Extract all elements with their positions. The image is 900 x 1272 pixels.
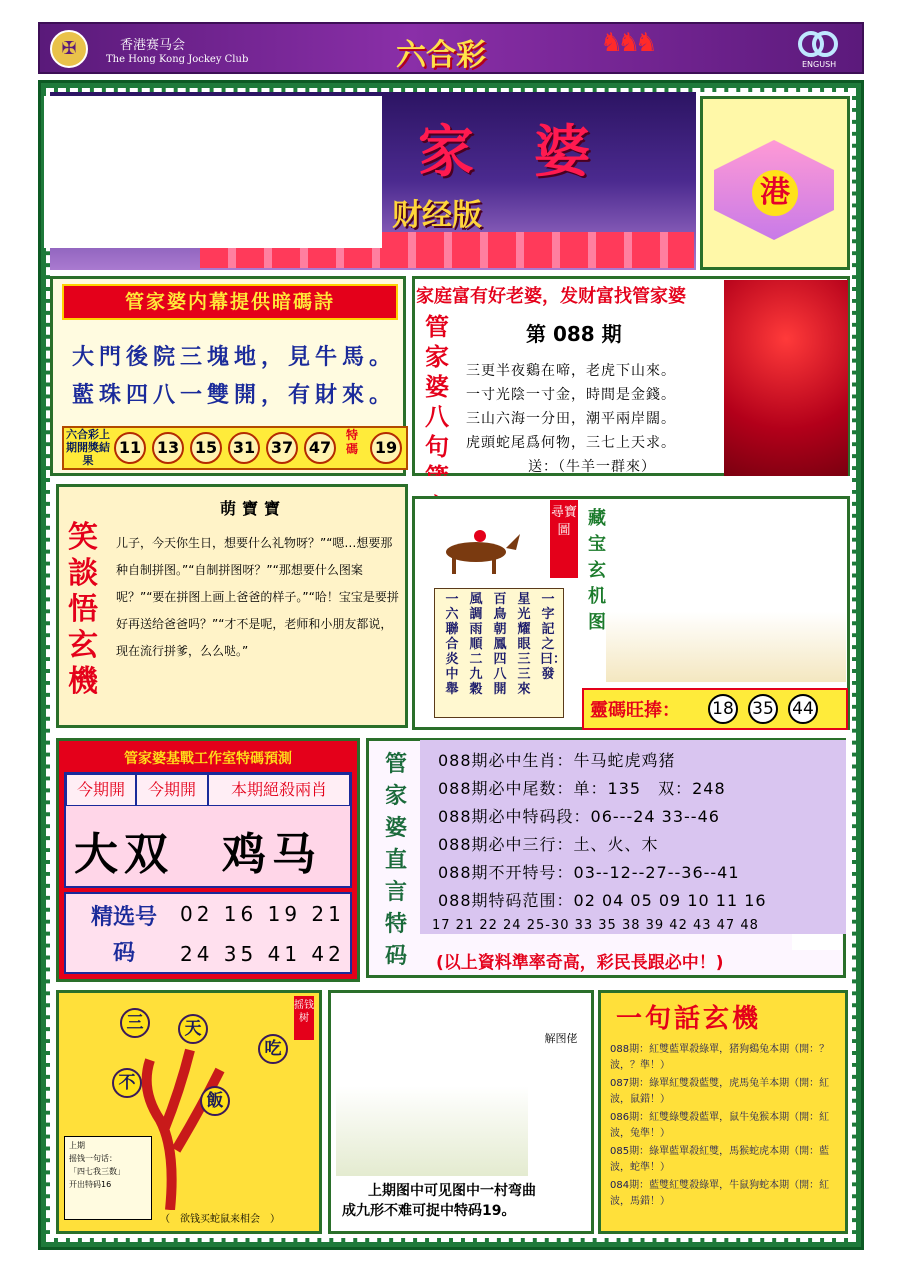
joke-text: 儿子，今天你生日，想要什么礼物呀？”“嗯…想要那种自制拼图。”“自制拼图呀？”“那想要什么图案呢？”“要在拼图上画上爸爸的样子。”“哈！宝宝是要拼好再送给爸爸吗？”“才不是呢，老师和小朋友都说，现在流行拼爹，么么哒。”	[116, 536, 399, 658]
tree-note	[64, 1136, 152, 1220]
banner-subtitle: 财经版	[392, 198, 482, 233]
verse-line: 三更半夜鷄在啼，老虎下山來。	[466, 363, 676, 379]
lingma-ball: 44	[788, 694, 818, 724]
joke-side: 笑談悟玄機	[68, 520, 98, 699]
gang-char: 港	[752, 170, 798, 216]
col-header: 今期開	[66, 774, 136, 806]
org-name-cn: 香港赛马会	[120, 38, 186, 53]
result-ball: 13	[152, 432, 184, 464]
tree-ball: 不	[112, 1068, 142, 1098]
horses-icon: ♞♞♞	[600, 28, 652, 58]
lingma-label: 靈碼旺捧：	[590, 700, 680, 721]
tema-label: 特碼	[346, 428, 359, 456]
riddle-item: 085期：綠單藍單殺紅雙，馬猴蛇虎本期（開：藍波，蛇準！）	[610, 1146, 830, 1173]
treasure-scene	[606, 506, 846, 682]
poem-line: 藍珠四八一雙開，有財來。	[72, 382, 397, 408]
tema-ball: 19	[370, 432, 402, 464]
tree-ball: 飯	[200, 1086, 230, 1116]
scroll-column: 一六聯合炎中舉	[445, 592, 459, 697]
riddle-item: 086期：紅雙綠雙殺藍單，鼠牛兔猴本期（開：紅波，兔準！）	[610, 1112, 830, 1139]
result-ball: 31	[228, 432, 260, 464]
riddle-heading: 一句話玄機	[616, 1004, 762, 1034]
scroll-column: 風調雨順二九穀	[469, 592, 483, 697]
result-ball: 37	[266, 432, 298, 464]
jietu-caption: 成九形不难可捉中特码19。	[342, 1203, 516, 1219]
result-ball: 11	[114, 432, 146, 464]
col-header: 今期開	[136, 774, 208, 806]
result-ball: 15	[190, 432, 222, 464]
header-bar	[38, 22, 864, 74]
prediction-bigsmall: 大双	[74, 829, 174, 880]
result-label: 六合彩上期開獎結果	[66, 428, 110, 467]
studio-heading: 管家婆基戰工作室特碼預測	[124, 751, 292, 767]
issue-number: 第 088 期	[526, 322, 622, 346]
note-line: 「四七我三数」	[69, 1167, 125, 1176]
lingma-ball: 35	[748, 694, 778, 724]
lingma-ball: 18	[708, 694, 738, 724]
direct-row: 088期特码范围：02 04 05 09 10 11 16	[438, 891, 767, 910]
poem-line: 大門後院三塊地，見牛馬。	[72, 344, 397, 370]
tree-ball: 吃	[258, 1034, 288, 1064]
direct-footer: (以上資料準率奇高，彩民長跟必中！)	[436, 953, 724, 973]
org-name-en: The Hong Kong Jockey Club	[106, 54, 249, 65]
selected-row: 24 35 41 42	[180, 942, 345, 966]
bride-image	[724, 280, 848, 476]
xunbao-tag: 尋寶圖	[550, 500, 578, 578]
joke-title: 萌寶寶	[220, 499, 287, 518]
direct-row: 088期必中三行：土、火、木	[438, 835, 659, 854]
tree-ball: 天	[178, 1014, 208, 1044]
direct-row-small: 17 21 22 24 25-30 33 35 38 39 42 43 47 48	[432, 918, 759, 933]
tree-label: 摇钱树	[294, 996, 314, 1040]
note-line: 摇钱一句话：	[69, 1154, 117, 1163]
note-line: 上期	[69, 1141, 85, 1150]
col-header: 本期絕殺兩肖	[208, 774, 350, 806]
scroll-column: 一字記之曰：發	[540, 592, 567, 682]
verse-line: 送：（牛羊一群來）	[528, 459, 656, 475]
verse-line: 虎頭蛇尾爲何物，三七上天求。	[466, 435, 676, 451]
village-scene	[336, 996, 528, 1176]
scroll-column: 星光耀眼三三來	[517, 592, 531, 697]
direct-row: 088期必中特码段：06---24 33--46	[438, 807, 720, 826]
selected-row: 02 16 19 21	[180, 902, 345, 926]
hkjc-logo-icon[interactable]: ✠	[50, 30, 88, 68]
selected-label: 精选号码	[90, 905, 157, 966]
direct-row: 088期必中尾数：单：135 双：248	[438, 779, 726, 798]
prediction-zodiac: 鸡马	[222, 829, 322, 880]
note-line: 开出特码16	[69, 1180, 112, 1189]
riddle-item: 084期：藍雙紅雙殺綠單，牛鼠狗蛇本期（開：紅波，馬錯！）	[610, 1180, 830, 1207]
riddle-item: 088期：紅雙藍單殺綠單，猪狗鷄兔本期（開：？波，？準！）	[610, 1044, 830, 1071]
banner-title: 家婆	[418, 119, 650, 185]
verse-line: 一寸光陰一寸金，時間是金錢。	[466, 387, 676, 403]
direct-row: 088期必中生肖：牛马蛇虎鸡猪	[438, 751, 676, 770]
treasure-side: 藏宝玄机图	[588, 508, 606, 633]
poem-heading: 管家婆内幕提供暗碼詩	[62, 284, 398, 320]
english-link[interactable]: ENGUSH	[802, 60, 837, 69]
blank-patch	[792, 934, 842, 950]
riddle-item: 087期：綠單紅雙殺藍雙，虎馬兔羊本期（開：紅波，鼠錯！）	[610, 1078, 830, 1105]
direct-row: 088期不开特号：03--12--27--36--41	[438, 863, 740, 882]
eight-lines-heading: 家庭富有好老婆，发财富找管家婆	[416, 286, 686, 307]
result-ball: 47	[304, 432, 336, 464]
tree-ball: 三	[120, 1008, 150, 1038]
banner-blank	[44, 96, 382, 248]
jietu-label: 解图佬	[544, 1032, 578, 1045]
direct-side: 管家婆直言特码	[384, 751, 407, 969]
page-title: 六合彩	[396, 38, 486, 73]
racehorse-icon	[428, 522, 524, 576]
rings-icon	[795, 30, 841, 58]
scroll-column: 百鳥朝鳳四八開	[493, 592, 507, 697]
jietu-caption: 上期图中可见图中一村弯曲	[368, 1183, 536, 1199]
verse-line: 三山六海一分田，潮平兩岸闊。	[466, 411, 676, 427]
tree-footer: （ 欲钱买蛇鼠来相会 ）	[160, 1214, 280, 1225]
eight-lines-side: 管家婆八句	[425, 312, 449, 461]
